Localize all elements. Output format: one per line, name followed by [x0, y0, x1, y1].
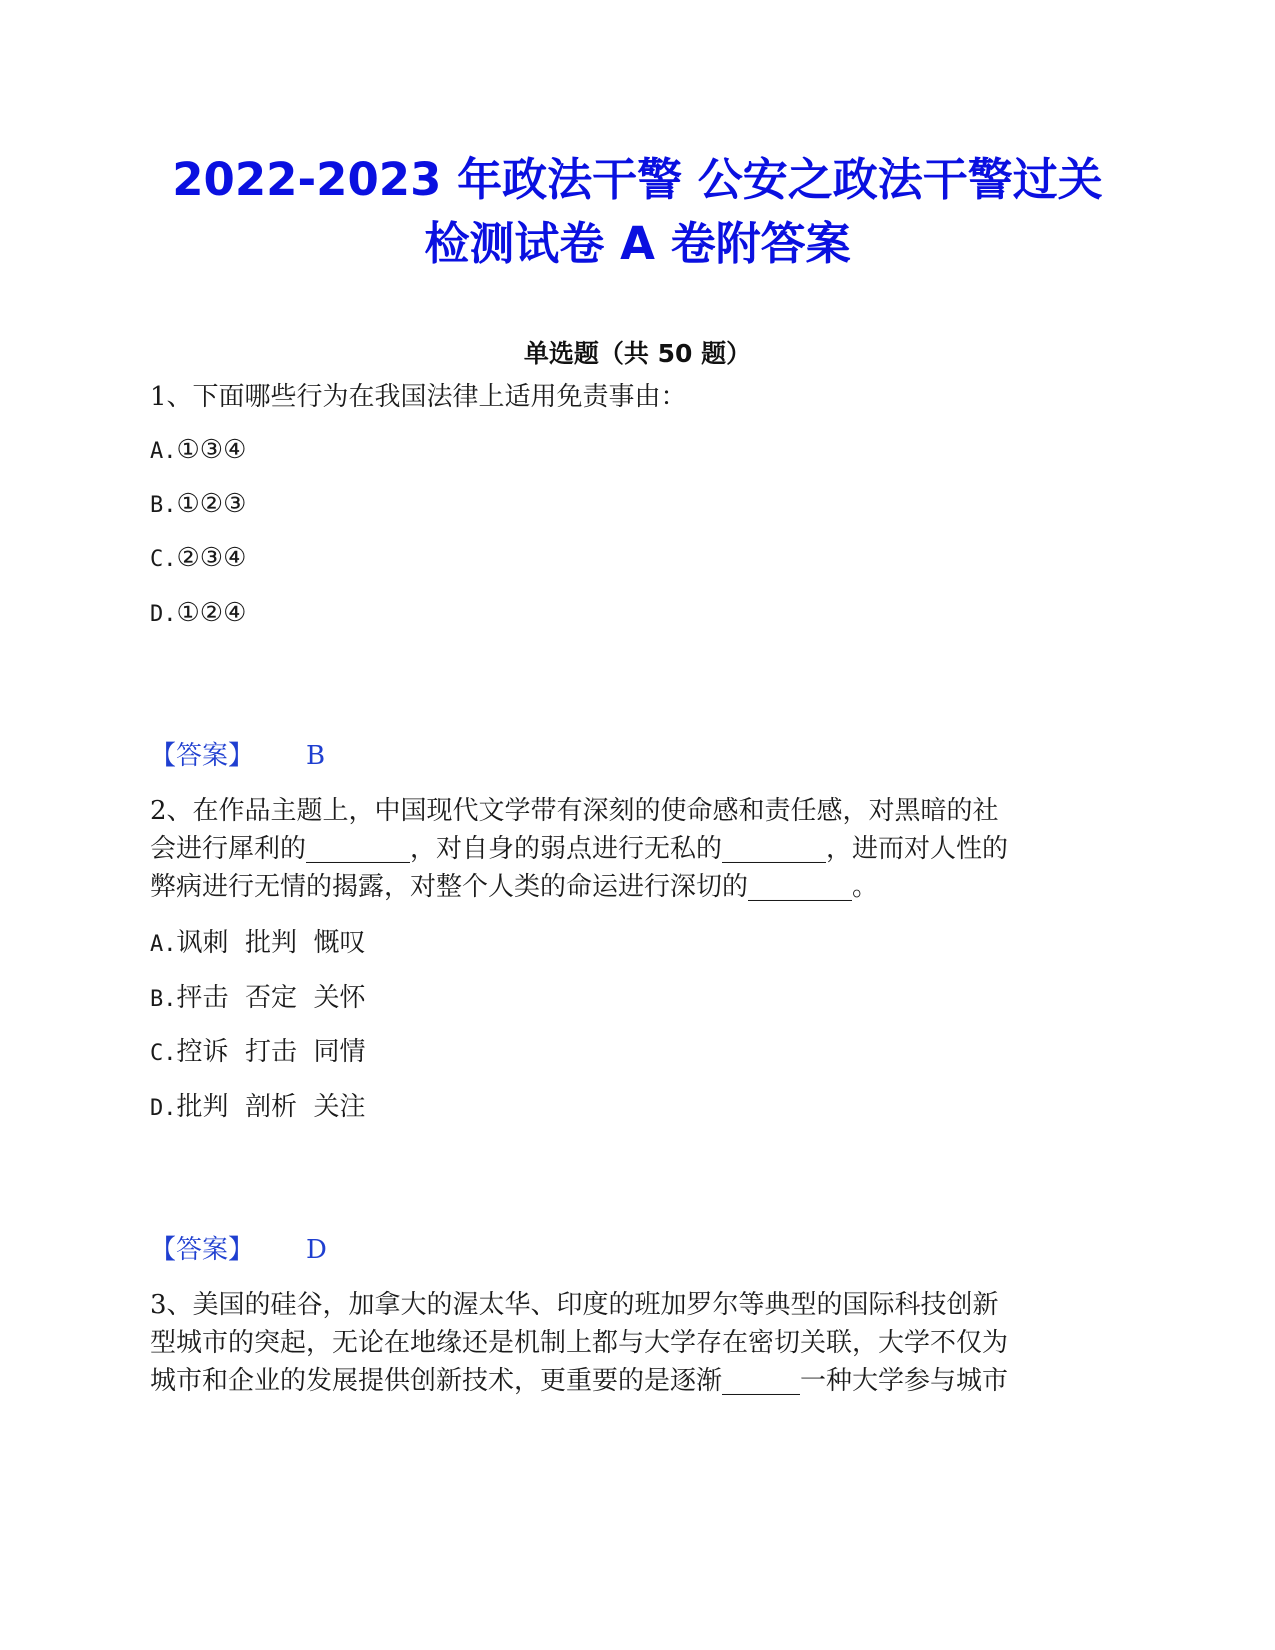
- option-text: ②③④: [176, 543, 247, 573]
- option-text: 讽刺 批判 慨叹: [176, 928, 366, 958]
- document-title: [120, 148, 1155, 276]
- answer-label: 【答案】: [150, 741, 255, 771]
- option-letter: B.: [150, 987, 177, 1012]
- option-text: 批判 剖析 关注: [176, 1092, 366, 1122]
- question-1-option-b: [150, 486, 246, 524]
- question-1-text: 1、下面哪些行为在我国法律上适用免责事由：: [150, 382, 687, 412]
- option-text: 抨击 否定 关怀: [176, 983, 366, 1013]
- question-1-option-a: [150, 432, 246, 470]
- question-2-text: [150, 792, 1110, 906]
- option-text: ①②④: [176, 598, 247, 628]
- answer-value: D: [306, 1235, 327, 1265]
- section-heading: 单选题（共 50 题）: [523, 339, 752, 368]
- question-2-option-d: [150, 1089, 366, 1127]
- option-letter: D.: [150, 1096, 177, 1121]
- answer-label: 【答案】: [150, 1235, 255, 1265]
- option-letter: C.: [150, 547, 177, 572]
- question-3-line-2: 型城市的突起，无论在地缘还是机制上都与大学存在密切关联，大学不仅为: [150, 1328, 1009, 1358]
- question-3-line-1: 3、美国的硅谷，加拿大的渥太华、印度的班加罗尔等典型的国际科技创新: [150, 1290, 999, 1320]
- option-text: 控诉 打击 同情: [176, 1037, 366, 1067]
- answer-value: B: [306, 741, 326, 771]
- question-2-option-a: [150, 925, 366, 963]
- option-letter: C.: [150, 1041, 177, 1066]
- question-3-text: [150, 1286, 1110, 1400]
- question-2-line-2: 会进行犀利的________，对自身的弱点进行无私的________，进而对人性的: [150, 834, 1009, 864]
- option-text: ①③④: [176, 435, 247, 465]
- question-2-answer: [150, 1232, 327, 1268]
- option-letter: A.: [150, 932, 177, 957]
- question-1-option-c: [150, 540, 246, 578]
- question-2-line-3: 弊病进行无情的揭露，对整个人类的命运进行深切的________。: [150, 872, 879, 902]
- question-2-option-b: [150, 980, 366, 1018]
- option-letter: B.: [150, 493, 177, 518]
- title-line-2: 检测试卷 A 卷附答案: [424, 217, 851, 270]
- question-1-option-d: [150, 595, 246, 633]
- question-2-line-1: 2、在作品主题上，中国现代文学带有深刻的使命感和责任感，对黑暗的社: [150, 796, 999, 826]
- option-letter: D.: [150, 602, 177, 627]
- title-line-1: 2022-2023 年政法干警 公安之政法干警过关: [172, 153, 1103, 206]
- option-text: ①②③: [176, 489, 247, 519]
- question-1-answer: [150, 738, 325, 774]
- question-2-option-c: [150, 1034, 366, 1072]
- option-letter: A.: [150, 439, 177, 464]
- question-3-line-3: 城市和企业的发展提供创新技术，更重要的是逐渐______一种大学参与城市: [150, 1366, 1009, 1396]
